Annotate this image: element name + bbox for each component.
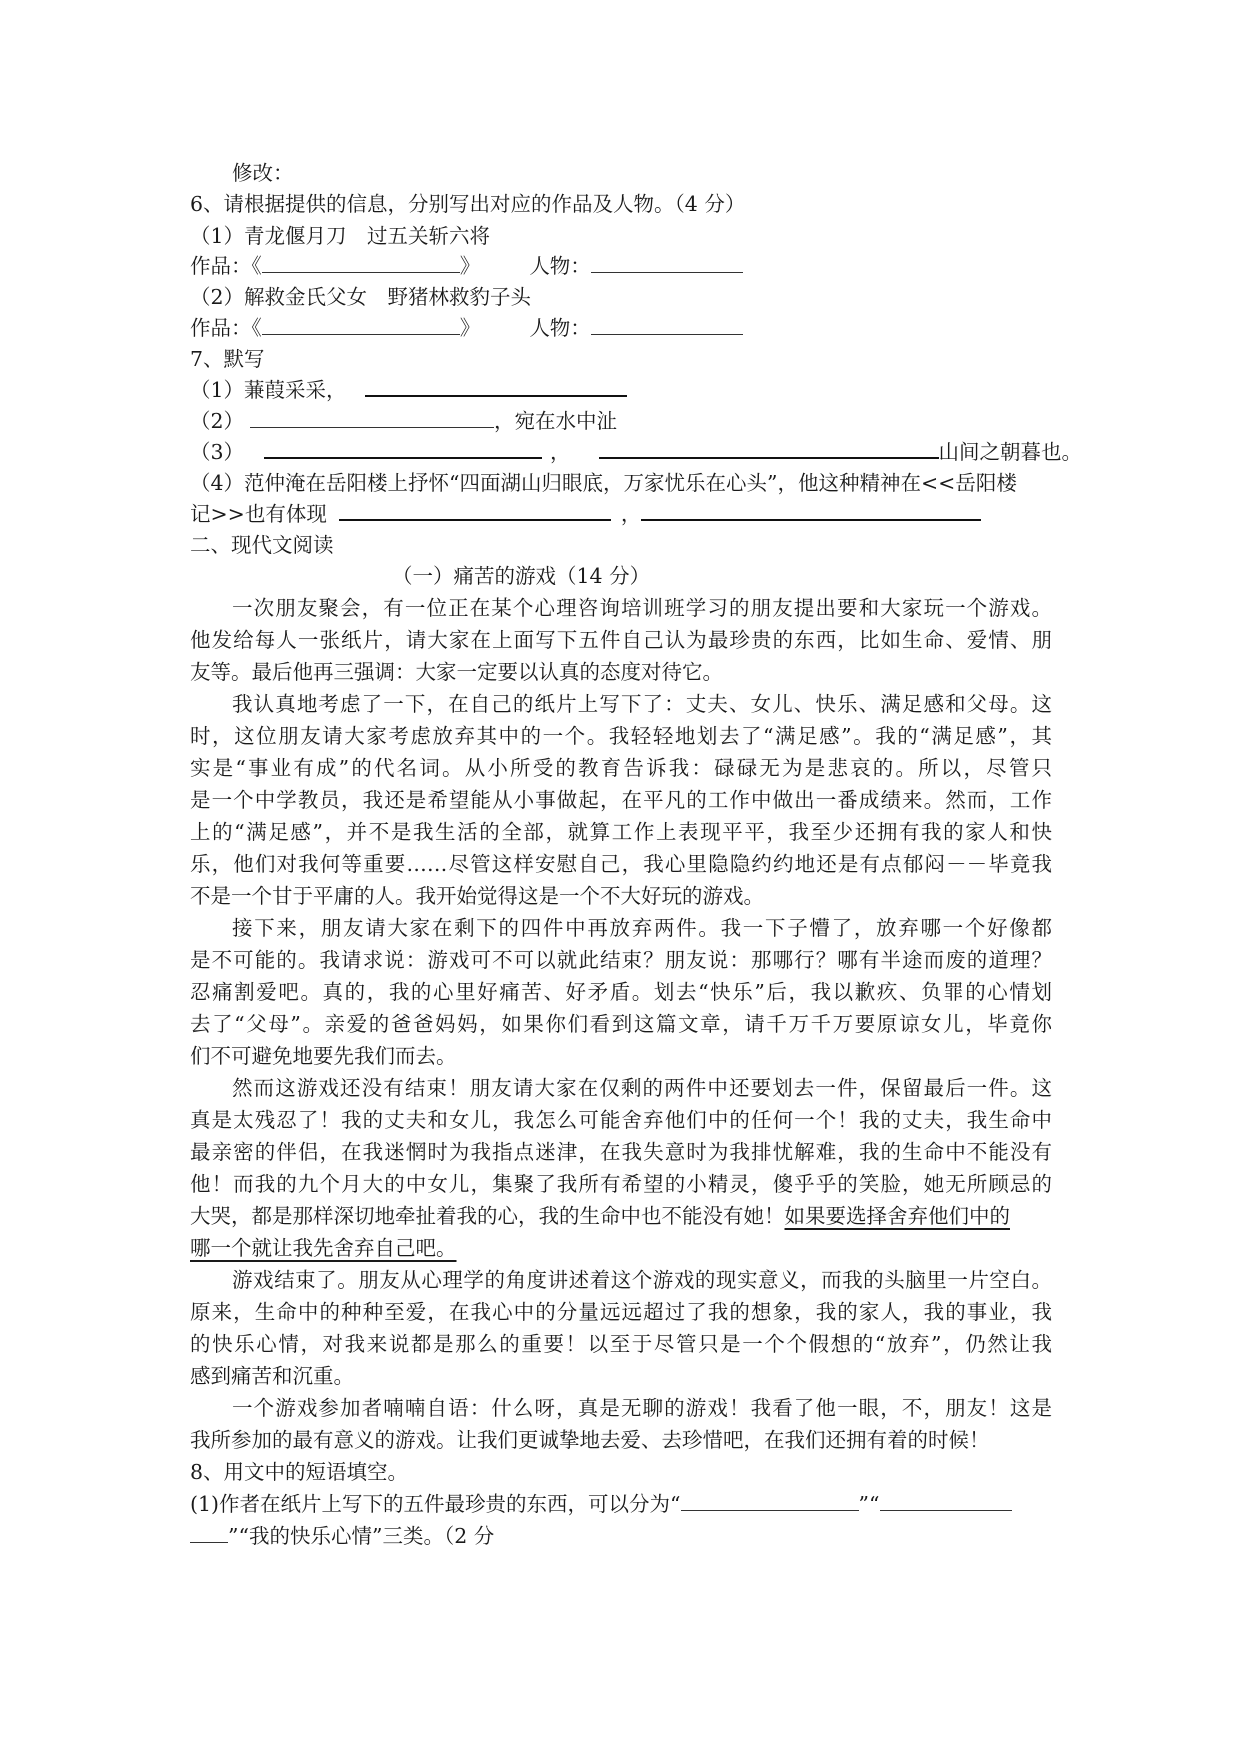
underlined-sentence: 如果要选择舍弃他们中的 [784,1204,1010,1228]
passage-p2-line: 不是一个甘于平庸的人。我开始觉得这是一个不大好玩的游戏。 [190,884,764,908]
passage-p2-line: 我认真地考虑了一下，在自己的纸片上写下了：丈夫、女儿、快乐、满足感和父母。这 [232,692,1052,716]
question-6-clue-1: （1）青龙偃月刀 过五关斩六将 [190,224,491,248]
question-8-item-1-line-2: ”“我的快乐心情”三类。（2 分 [190,1520,494,1552]
passage-p6-line: 我所参加的最有意义的游戏。让我们更诚挚地去爱、去珍惜吧，在我们还拥有着的时候！ [190,1428,990,1452]
passage-p4-line: 然而这游戏还没有结束！朋友请大家在仅剩的两件中还要划去一件，保留最后一件。这 [232,1076,1052,1100]
recitation-blank-3a[interactable] [264,456,542,459]
passage-p5-line: 感到痛苦和沉重。 [190,1364,354,1388]
question-7-item-4-line-1: （4）范仲淹在岳阳楼上抒怀“四面湖山归眼底，万家忧乐在心头”，他这种精神在<<岳阳楼 [190,471,1017,495]
question-8-item-1-line-1: (1)作者在纸片上写下的五件最珍贵的东西，可以分为“ ”“ [190,1488,1012,1520]
recitation-blank-2[interactable] [250,426,494,428]
passage-p3-line: 是不可能的。我请求说：游戏可不可以就此结束？朋友说：那哪行？哪有半途而废的道理？ [190,948,1052,972]
passage-p2-line: 实是“事业有成”的代名词。从小所受的教育告诉我：碌碌无为是悲哀的。所以，尽管只 [190,756,1052,780]
work-label: 作品：《 [190,316,262,340]
phrase-blank-2a[interactable] [880,1509,1012,1511]
phrase-blank-1[interactable] [681,1509,859,1511]
question-7-item-4-line-2: 记>>也有体现 ， [190,498,981,530]
work-label: 作品：《 [190,254,262,278]
passage-p3-line: 接下来，朋友请大家在剩下的四件中再放弃两件。我一下子懵了，放弃哪一个好像都 [232,916,1052,940]
passage-p5-line: 游戏结束了。朋友从心理学的角度讲述着这个游戏的现实意义，而我的头脑里一片空白。 [232,1268,1052,1292]
question-8-heading: 8、用文中的短语填空。 [190,1460,409,1484]
recitation-blank-4a[interactable] [339,518,611,521]
underlined-sentence: 哪一个就让我先舍弃自己吧。 [190,1236,457,1260]
work-close: 》 [459,254,481,278]
passage-p3-line: 去了“父母”。亲爱的爸爸妈妈，如果你们看到这篇文章，请千万千万要原谅女儿，毕竟你 [190,1012,1052,1036]
question-6-heading: 6、请根据提供的信息，分别写出对应的作品及人物。（4 分） [190,192,746,216]
passage-p5-line: 的快乐心情，对我来说都是那么的重要！以至于尽管只是一个个假想的“放弃”，仍然让我 [190,1332,1052,1356]
phrase-blank-2b[interactable] [190,1541,228,1543]
passage-p2-line: 时，这位朋友请大家考虑放弃其中的一个。我轻轻地划去了“满足感”。我的“满足感”，其 [190,724,1052,748]
work-blank-1[interactable] [262,271,460,273]
passage-p4-line: 他！而我的九个月大的中女儿，集聚了我所有希望的小精灵，傻乎乎的笑脸，她无所顾忌的 [190,1172,1052,1196]
passage-p5-line: 原来，生命中的种种至爱，在我心中的分量远远超过了我的想象，我的家人，我的事业，我 [190,1300,1052,1324]
passage-p4-line: 大哭，都是那样深切地牵扯着我的心，我的生命中也不能没有她！如果要选择舍弃他们中的 [190,1204,1010,1228]
passage-title: （一）痛苦的游戏（14 分） [392,564,651,588]
question-6-answer-row-2 [190,312,743,344]
passage-p2-line: 乐，他们对我何等重要……尽管这样安慰自己，我心里隐隐约约地还是有点郁闷－－毕竟我 [190,852,1052,876]
passage-p4-line [190,1232,457,1264]
work-close: 》 [459,316,481,340]
question-7-item-1: （1）蒹葭采采， [190,374,627,406]
question-7-item-3: （3） ， 山间之朝暮也。 [190,440,1083,464]
question-7-item-2: （2） ，宛在水中沚 [190,409,618,433]
passage-p2-line: 是一个中学教员，我还是希望能从小事做起，在平凡的工作中做出一番成绩来。然而，工作 [190,788,1052,812]
passage-p1-line: 友等。最后他再三强调：大家一定要以认真的态度对待它。 [190,660,723,684]
passage-p6-line: 一个游戏参加者喃喃自语：什么呀，真是无聊的游戏！我看了他一眼，不，朋友！这是 [232,1396,1052,1420]
recitation-blank-1[interactable] [365,394,627,397]
person-blank-1[interactable] [591,271,743,273]
passage-p4-line: 最亲密的伴侣，在我迷惘时为我指点迷津，在我失意时为我排忧解难，我的生命中不能没有 [190,1140,1052,1164]
revision-label: 修改： [232,161,294,185]
passage-p3-line: 忍痛割爱吧。真的，我的心里好痛苦、好矛盾。划去“快乐”后，我以歉疚、负罪的心情划 [190,980,1052,1004]
passage-p1-line: 他发给每人一张纸片，请大家在上面写下五件自己认为最珍贵的东西，比如生命、爱情、朋 [190,628,1052,652]
recitation-blank-3b[interactable] [599,456,939,459]
work-blank-2[interactable] [262,333,460,335]
question-6-answer-row-1 [190,250,743,282]
person-label: 人物： [529,316,591,340]
passage-p4-line: 真是太残忍了！我的丈夫和女儿，我怎么可能舍弃他们中的任何一个！我的丈夫，我生命中 [190,1108,1052,1132]
passage-p2-line: 上的“满足感”，并不是我生活的全部，就算工作上表现平平，我至少还拥有我的家人和快 [190,820,1052,844]
question-7-heading: 7、默写 [190,347,265,371]
person-blank-2[interactable] [591,333,743,335]
person-label: 人物： [529,254,591,278]
passage-p3-line: 们不可避免地要先我们而去。 [190,1044,457,1068]
passage-p1-line: 一次朋友聚会，有一位正在某个心理咨询培训班学习的朋友提出要和大家玩一个游戏。 [232,596,1052,620]
section-2-heading: 二、现代文阅读 [190,533,334,557]
recitation-blank-4b[interactable] [641,518,981,521]
question-6-clue-2: （2）解救金氏父女 野猪林救豹子头 [190,285,532,309]
